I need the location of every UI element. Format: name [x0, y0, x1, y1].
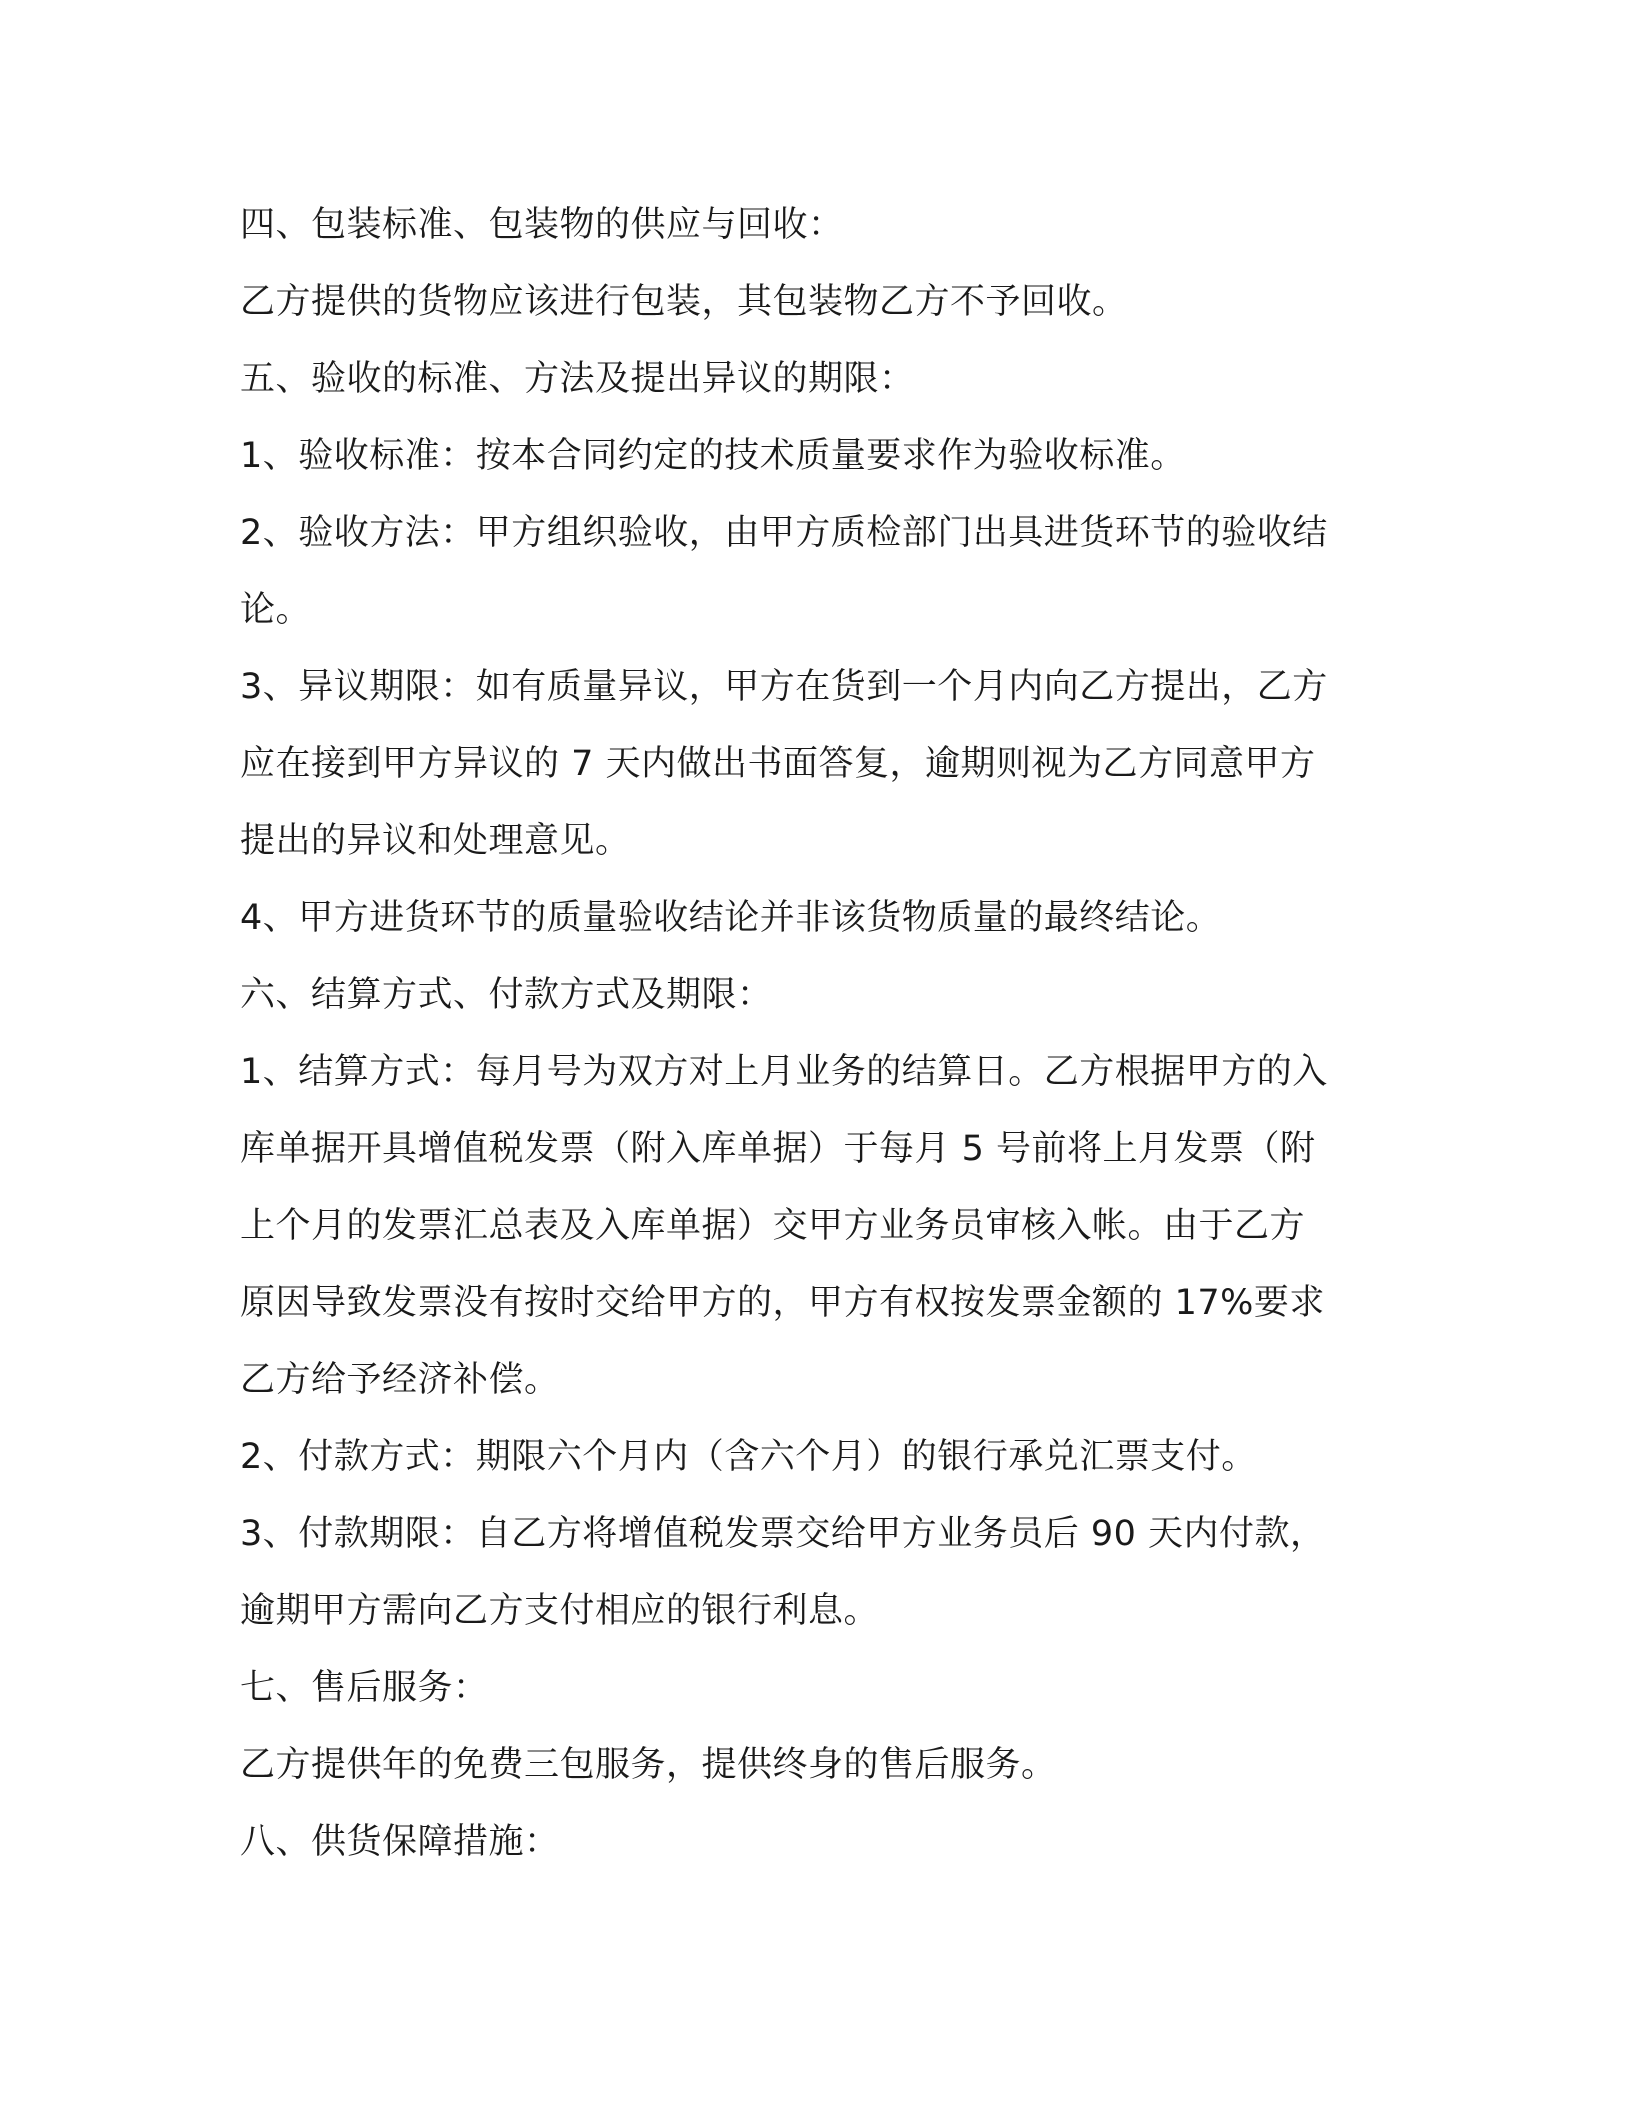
- paragraph-line: 乙方给予经济补偿。: [240, 1360, 560, 1400]
- paragraph-line: 3、异议期限：如有质量异议，甲方在货到一个月内向乙方提出，乙方: [240, 667, 1328, 707]
- paragraph-line: 3、付款期限：自乙方将增值税发票交给甲方业务员后 90 天内付款，: [240, 1514, 1326, 1554]
- section-heading-acceptance: 五、验收的标准、方法及提出异议的期限：: [240, 359, 915, 399]
- paragraph-line: 论。: [240, 590, 312, 630]
- document-body: [240, 187, 1400, 1881]
- paragraph-line: 乙方提供年的免费三包服务，提供终身的售后服务。: [240, 1745, 1057, 1785]
- section-heading-settlement: 六、结算方式、付款方式及期限：: [240, 975, 773, 1015]
- section-heading-packaging: 四、包装标准、包装物的供应与回收：: [240, 205, 844, 245]
- paragraph-line: 1、结算方式：每月号为双方对上月业务的结算日。乙方根据甲方的入: [240, 1052, 1328, 1092]
- paragraph-line: 2、验收方法：甲方组织验收，由甲方质检部门出具进货环节的验收结: [240, 513, 1328, 553]
- paragraph-line: 提出的异议和处理意见。: [240, 821, 631, 861]
- section-heading-after-sales: 七、售后服务：: [240, 1668, 489, 1708]
- paragraph-line: 上个月的发票汇总表及入库单据）交甲方业务员审核入帐。由于乙方: [240, 1206, 1306, 1246]
- paragraph-line: 库单据开具增值税发票（附入库单据）于每月 5 号前将上月发票（附: [240, 1129, 1316, 1169]
- paragraph-line: 2、付款方式：期限六个月内（含六个月）的银行承兑汇票支付。: [240, 1437, 1257, 1477]
- paragraph-line: 1、验收标准：按本合同约定的技术质量要求作为验收标准。: [240, 436, 1186, 476]
- paragraph-line: 原因导致发票没有按时交给甲方的，甲方有权按发票金额的 17%要求: [240, 1283, 1325, 1323]
- paragraph-line: 乙方提供的货物应该进行包装，其包装物乙方不予回收。: [240, 282, 1128, 322]
- section-heading-supply-guarantee: 八、供货保障措施：: [240, 1822, 560, 1862]
- paragraph-line: 应在接到甲方异议的 7 天内做出书面答复，逾期则视为乙方同意甲方: [240, 744, 1316, 784]
- paragraph-line: 4、甲方进货环节的质量验收结论并非该货物质量的最终结论。: [240, 898, 1222, 938]
- paragraph-line: 逾期甲方需向乙方支付相应的银行利息。: [240, 1591, 880, 1631]
